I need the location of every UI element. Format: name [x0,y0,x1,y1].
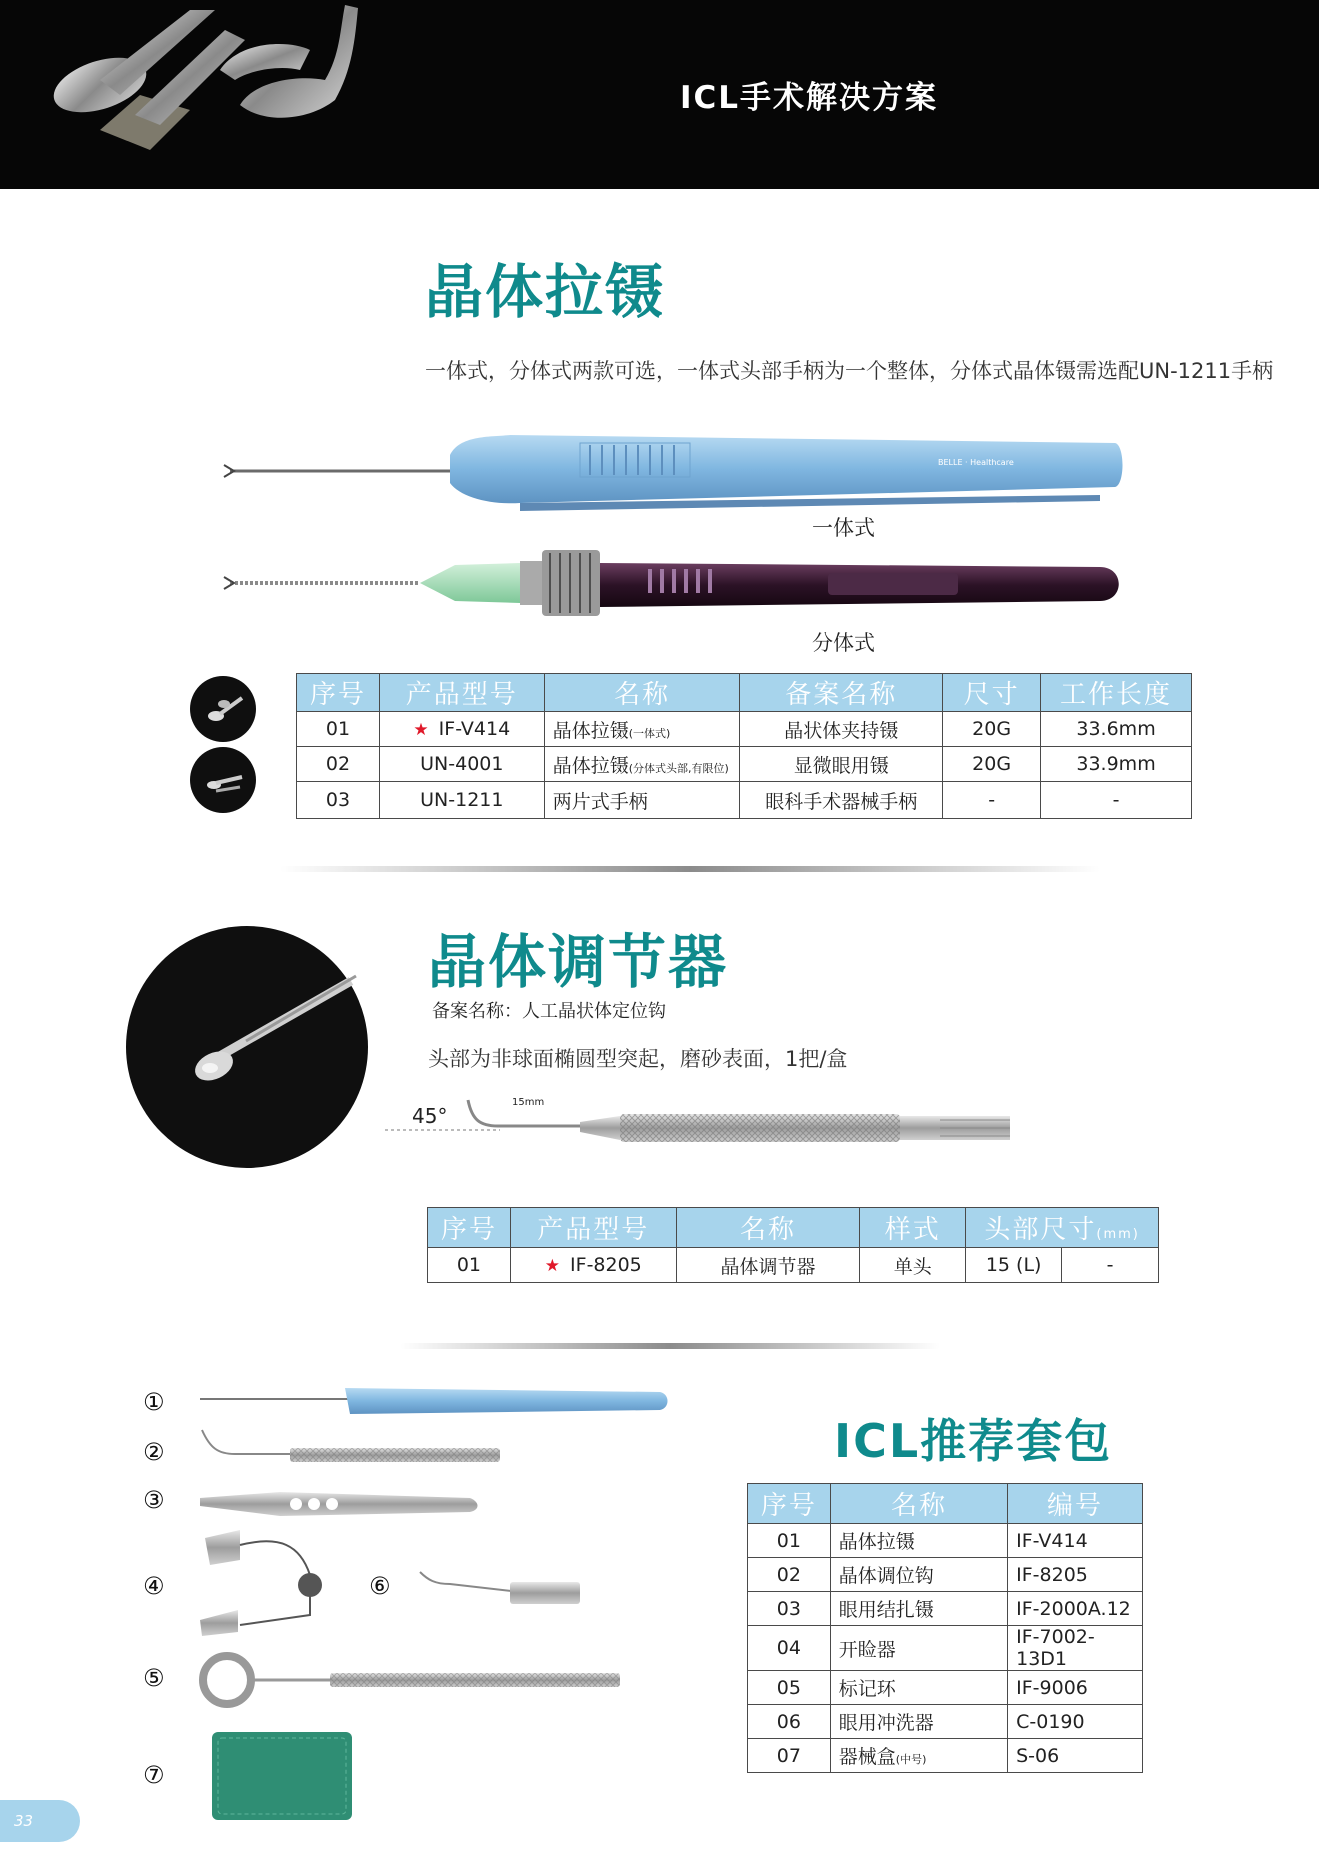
col-header: 名称 [544,674,740,712]
col-header: 样式 [860,1208,966,1248]
table-row: 02 晶体调位钩 IF-8205 [748,1558,1143,1592]
table-row: 01 ★ IF-V414 晶体拉镊(一体式) 晶状体夹持镊 20G 33.6mm [297,712,1192,747]
lens-manipulator-image [380,1070,1140,1150]
section-divider [280,866,1100,872]
page-header-banner [0,0,1319,189]
table-row: 03 UN-1211 两片式手柄 眼科手术器械手柄 - - [297,782,1192,819]
marker-7: ⑦ [143,1761,165,1789]
col-header: 工作长度 [1041,674,1192,712]
star-icon: ★ [544,1256,561,1276]
col-header: 名称 [676,1208,860,1248]
split-forceps-image [220,545,1130,625]
table-row: 07 器械盒(中号) S-06 [748,1739,1143,1773]
marker-4: ④ [143,1572,165,1600]
length-label: 15mm [512,1097,545,1108]
page-header-title: ICL手术解决方案 [680,80,939,116]
table-row: 04 开睑器 IF-7002-13D1 [748,1626,1143,1671]
table-row: 06 眼用冲洗器 C-0190 [748,1705,1143,1739]
instrument-tips-photo [40,0,380,170]
col-header: 备案名称 [740,674,943,712]
col-header: 名称 [830,1484,1007,1524]
icl-kit-table [747,1483,1143,1773]
forceps-tip-thumbnail-1 [190,676,256,742]
forceps-tip-thumbnail-2 [190,747,256,813]
marker-5: ⑤ [143,1664,165,1692]
section-title-icl-kit: ICL推荐套包 [834,1414,1113,1468]
table-row: 02 UN-4001 晶体拉镊(分体式头部,有限位) 显微眼用镊 20G 33.9mm [297,747,1192,782]
angle-label: 45° [412,1104,448,1128]
col-header: 产品型号 [379,674,544,712]
marker-1: ① [143,1388,165,1416]
col-header: 编号 [1008,1484,1143,1524]
section-title-lens-manipulator: 晶体调节器 [428,928,729,996]
col-header: 产品型号 [510,1208,676,1248]
col-header: 头部尺寸(mm) [966,1208,1159,1248]
col-header: 序号 [297,674,380,712]
caption-integral: 一体式 [812,516,875,540]
section-description: 头部为非球面椭圆型突起，磨砂表面，1把/盒 [428,1047,848,1071]
page-number-badge [0,1800,80,1842]
section-divider [400,1343,940,1349]
caption-split: 分体式 [812,631,875,655]
table-row: 03 眼用结扎镊 IF-2000A.12 [748,1592,1143,1626]
record-name-text: 备案名称：人工晶状体定位钩 [432,1001,666,1022]
table-row: 01 ★ IF-8205 晶体调节器 单头 15 (L) - [428,1248,1159,1283]
section-description: 一体式，分体式两款可选，一体式头部手柄为一个整体，分体式晶体镊需选配UN-1211手柄 [425,359,1274,383]
brand-logo-text: BELLE · Healthcare [938,458,1014,467]
integral-forceps-image [220,425,1130,515]
page-number: 33 [14,1812,34,1830]
marker-2: ② [143,1438,165,1466]
col-header: 尺寸 [943,674,1041,712]
star-icon: ★ [413,720,429,740]
section-title-lens-forceps: 晶体拉镊 [425,258,666,326]
table-row: 01 晶体拉镊 IF-V414 [748,1524,1143,1558]
icl-kit-instruments-image [190,1370,680,1830]
lens-manipulator-tip-photo [126,926,368,1168]
marker-3: ③ [143,1486,165,1514]
col-header: 序号 [748,1484,831,1524]
lens-forceps-spec-table [296,673,1192,819]
lens-manipulator-spec-table [427,1207,1159,1283]
col-header: 序号 [428,1208,511,1248]
marker-6: ⑥ [369,1572,391,1600]
table-row: 05 标记环 IF-9006 [748,1671,1143,1705]
